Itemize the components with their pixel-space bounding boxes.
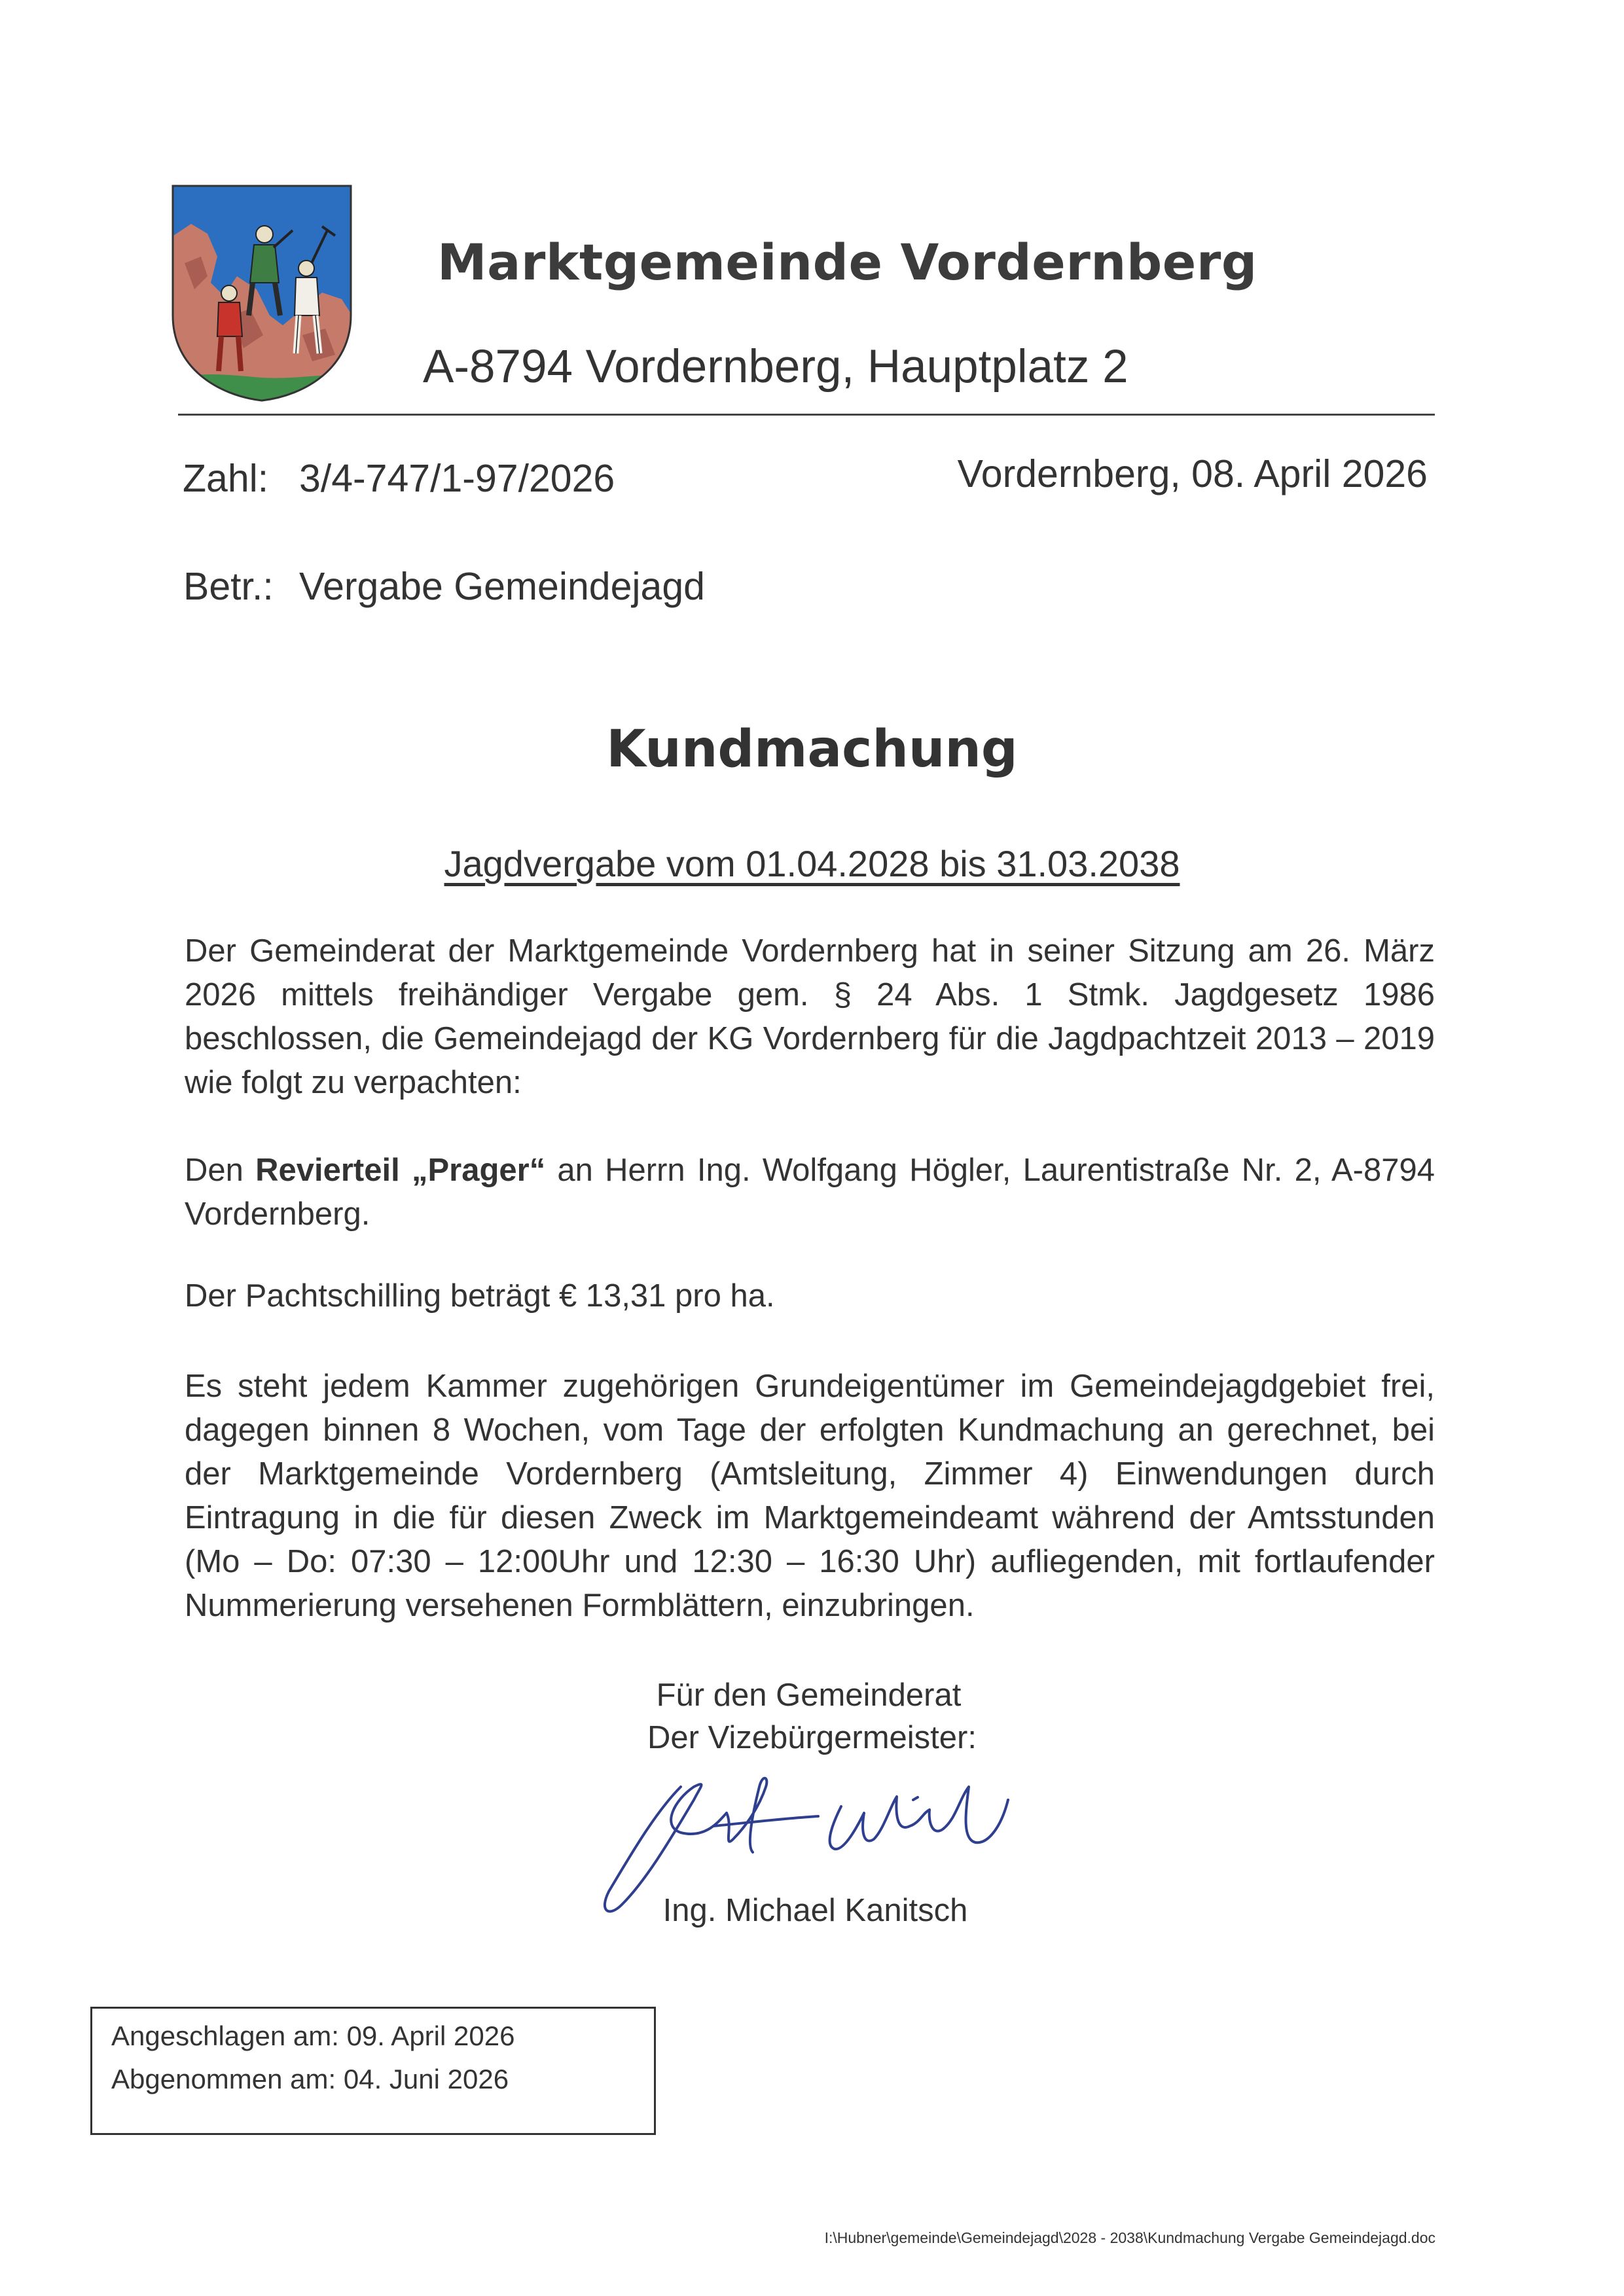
paragraph-objections: Es steht jedem Kammer zugehörigen Grundeigentümer im Gemeindejagdgebiet frei, dagegen binnen 8 Wochen, vom Tage der erfolgten Kundmachung an gerechnet, bei der Marktgemeinde Vordernberg (Amtsleitung, Zimmer 4) Einwendungen durch Eintragung in die für diesen Zweck im Marktgemeindeamt während der Amtsstunden (Mo – Do: 07:30 – 12:00Uhr und 12:30 – 16:30 Uhr) aufliegenden, mit fortlaufender Nummerierung versehenen Formblättern, einzubringen. <box>185 1369 1435 1623</box>
subject-label: Betr.: <box>183 565 274 608</box>
lessee-prefix: Den <box>185 1153 256 1188</box>
organization-address: A-8794 Vordernberg, Hauptplatz 2 <box>423 341 1128 393</box>
removed-date: Abgenommen am: 04. Juni 2026 <box>111 2064 509 2094</box>
lessee-details: an Herrn Ing. Wolfgang Högler, Laurentistraße Nr. 2, A-8794 Vordernberg. <box>185 1153 1435 1232</box>
posted-date: Angeschlagen am: 09. April 2026 <box>111 2020 515 2051</box>
signature-role: Der Vizebürgermeister: <box>647 1720 977 1755</box>
coat-of-arms-miners-icon <box>171 185 352 402</box>
place-date: Vordernberg, 08. April 2026 <box>957 452 1428 495</box>
paragraph-lessee <box>185 1149 1435 1236</box>
document-subtitle <box>0 842 1624 885</box>
signer-name: Ing. Michael Kanitsch <box>662 1893 968 1928</box>
signature-for-council: Für den Gemeinderat <box>656 1677 962 1713</box>
reference-number: 3/4-747/1-97/2026 <box>299 457 615 500</box>
hunting-district: Revierteil „Prager“ <box>255 1153 546 1188</box>
paragraph-resolution: Der Gemeinderat der Marktgemeinde Vordernberg hat in seiner Sitzung am 26. März 2026 mittels freihändiger Vergabe gem. § 24 Abs. 1 Stmk. Jagdgesetz 1986 beschlossen, die Gemeindejagd der KG Vordernberg für die Jagdpachtzeit 2013 – 2019 wie folgt zu verpachten: <box>185 933 1435 1100</box>
paragraph-rent: Der Pachtschilling beträgt € 13,31 pro ha. <box>185 1278 775 1314</box>
subject-value: Vergabe Gemeindejagd <box>299 565 705 608</box>
subtitle-text: Jagdvergabe vom 01.04.2028 bis 31.03.2038 <box>444 843 1180 884</box>
file-path: I:\Hubner\gemeinde\Gemeindejagd\2028 - 2038\Kundmachung Vergabe Gemeindejagd.doc <box>824 2229 1435 2246</box>
reference-label: Zahl: <box>183 457 269 500</box>
organization-name: Marktgemeinde Vordernberg <box>437 233 1257 291</box>
header-divider <box>178 414 1435 416</box>
document-title: Kundmachung <box>606 720 1018 779</box>
